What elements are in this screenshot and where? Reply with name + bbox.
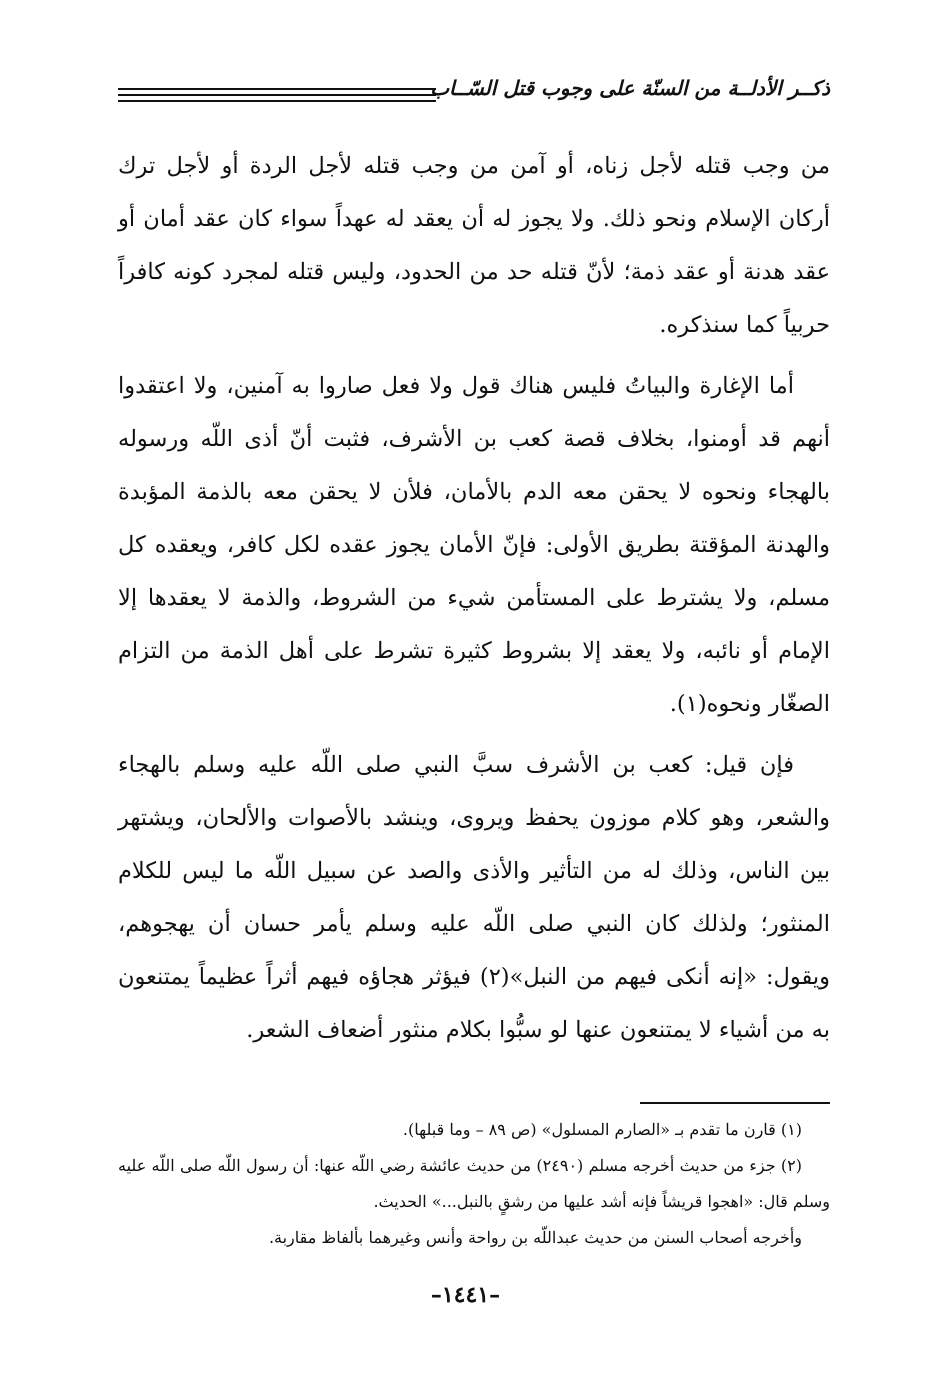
- footnotes: [118, 1112, 830, 1256]
- header-rule: [118, 94, 436, 96]
- footnote: (٢) جزء من حديث أخرجه مسلم (٢٤٩٠) من حديث عائشة رضي اللّه عنها: أن رسول اللّه صلى اللّه عليه وسلم قال: «اهجوا قريشاً فإنه أشد عليها من رشقٍ بالنبل...» الحديث.: [118, 1156, 830, 1211]
- header-rule: [118, 88, 436, 90]
- footnote: (١) قارن ما تقدم بـ «الصارم المسلول» (ص ٨٩ – وما قبلها).: [402, 1120, 802, 1139]
- footnote: وأخرجه أصحاب السنن من حديث عبداللّه بن رواحة وأنس وغيرهما بألفاظ مقاربة.: [268, 1228, 802, 1247]
- main-text: [118, 140, 830, 1065]
- paragraph: من وجب قتله لأجل زناه، أو آمن من وجب قتله لأجل الردة أو لأجل ترك أركان الإسلام ونحو ذلك. ولا يجوز له أن يعقد له عهداً سواء كان عقد أمان أو عقد هدنة أو عقد ذمة؛ لأنّ قتله حد من الحدود، وليس قتله لمجرد كونه كافراً حربياً كما سنذكره.: [118, 153, 830, 338]
- paragraph: أما الإغارة والبياتُ فليس هناك قول ولا فعل صاروا به آمنين، ولا اعتقدوا أنهم قد أومنوا، بخلاف قصة كعب بن الأشرف، فثبت أنّ أذى اللّه ورسوله بالهجاء ونحوه لا يحقن معه الدم بالأمان، فلأن لا يحقن معه بالذمة المؤبدة والهدنة المؤقتة بطريق الأولى: فإنّ الأمان يجوز عقده لكل كافر، ويعقده كل مسلم، ولا يشترط على المستأمن شيء من الشروط، والذمة لا يعقدها إلا الإمام أو نائبه، ولا يعقد إلا بشروط كثيرة تشرط على أهل الذمة من التزام الصغّار ونحوه(١).: [118, 373, 830, 717]
- page-number: –١٤٤١–: [430, 1282, 501, 1308]
- running-head: [118, 70, 830, 110]
- paragraph: فإن قيل: كعب بن الأشرف سبَّ النبي صلى اللّه عليه وسلم بالهجاء والشعر، وهو كلام موزون يحفظ ويروى، وينشد بالأصوات والألحان، ويشتهر بين الناس، وذلك له من التأثير والأذى والصد عن سبيل اللّه ما ليس للكلام المنثور؛ ولذلك كان النبي صلى اللّه عليه وسلم يأمر حسان أن يهجوهم، ويقول: «إنه أنكى فيهم من النبل»(٢) فيؤثر هجاؤه فيهم أثراً عظيماً يمتنعون به من أشياء لا يمتنعون عنها لو سبُّوا بكلام منثور أضعاف الشعر.: [118, 752, 830, 1043]
- footnote-separator: [640, 1102, 830, 1104]
- header-rule: [118, 100, 436, 102]
- running-head-title: ذكــر الأدلــة من السنّة على وجوب قتل السّــاب: [430, 76, 830, 100]
